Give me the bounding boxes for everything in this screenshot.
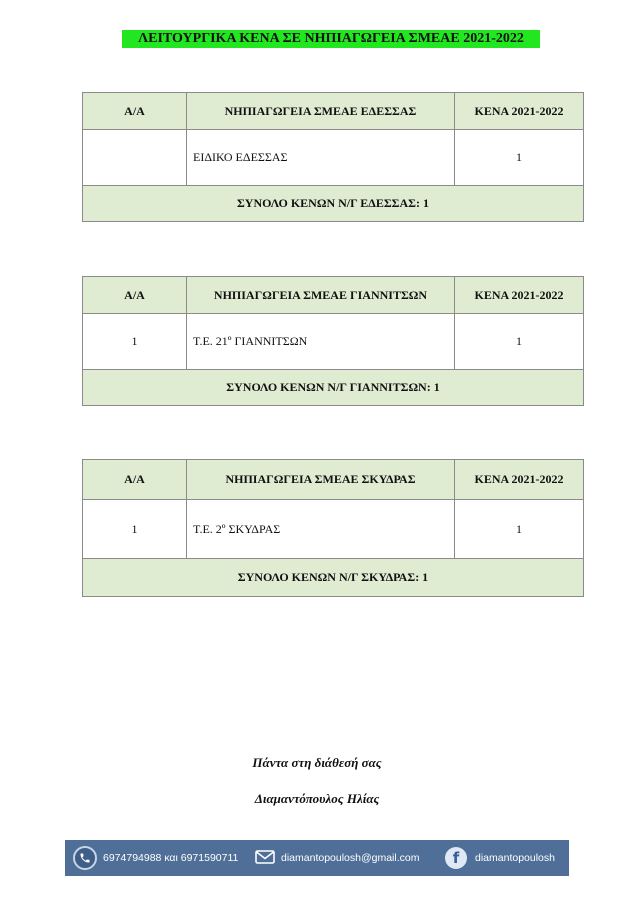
header-aa: Α/Α <box>83 93 187 130</box>
phone-contact[interactable] <box>73 840 238 876</box>
vacancies-table-skydra <box>82 459 584 597</box>
facebook-contact[interactable] <box>445 840 555 876</box>
total-row: ΣΥΝΟΛΟ ΚΕΝΩΝ Ν/Γ ΕΔΕΣΣΑΣ: 1 <box>83 186 584 222</box>
row-aa: 1 <box>83 314 187 370</box>
signature-greeting: Πάντα στη διάθεσή σας <box>252 755 382 770</box>
header-school: ΝΗΠΙΑΓΩΓΕΙΑ ΣΜΕΑΕ ΣΚΥΔΡΑΣ <box>187 460 455 500</box>
header-aa: Α/Α <box>83 460 187 500</box>
vacancies-table-giannitsa <box>82 276 584 406</box>
header-school: ΝΗΠΙΑΓΩΓΕΙΑ ΣΜΕΑΕ ΕΔΕΣΣΑΣ <box>187 93 455 130</box>
row-vacancy-count: 1 <box>455 314 584 370</box>
row-school-name: Τ.Ε. 21º ΓΙΑΝΝΙΤΣΩΝ <box>187 314 455 370</box>
row-aa: 1 <box>83 500 187 559</box>
header-aa: Α/Α <box>83 277 187 314</box>
header-vacancies: ΚΕΝΑ 2021-2022 <box>455 277 584 314</box>
contact-footer <box>65 840 569 876</box>
header-vacancies: ΚΕΝΑ 2021-2022 <box>455 93 584 130</box>
facebook-handle: diamantopoulosh <box>475 852 555 864</box>
table-row <box>83 314 584 370</box>
header-vacancies: ΚΕΝΑ 2021-2022 <box>455 460 584 500</box>
phone-numbers: 6974794988 και 6971590711 <box>103 852 239 864</box>
header-school: ΝΗΠΙΑΓΩΓΕΙΑ ΣΜΕΑΕ ΓΙΑΝΝΙΤΣΩΝ <box>187 277 455 314</box>
vacancies-table-edessa <box>82 92 584 222</box>
row-vacancy-count: 1 <box>455 130 584 186</box>
total-row: ΣΥΝΟΛΟ ΚΕΝΩΝ Ν/Γ ΣΚΥΔΡΑΣ: 1 <box>83 559 584 597</box>
signature-name: Διαμαντόπουλος Ηλίας <box>254 791 380 806</box>
table-row <box>83 130 584 186</box>
envelope-icon <box>255 849 275 868</box>
facebook-icon: f <box>445 847 467 869</box>
page-title: ΛΕΙΤΟΥΡΓΙΚΑ ΚΕΝΑ ΣΕ ΝΗΠΙΑΓΩΓΕΙΑ ΣΜΕΑΕ 2021-2022 <box>122 30 540 48</box>
row-school-name: Τ.Ε. 2º ΣΚΥΔΡΑΣ <box>187 500 455 559</box>
email-contact[interactable] <box>255 840 419 876</box>
row-school-name: ΕΙΔΙΚΟ ΕΔΕΣΣΑΣ <box>187 130 455 186</box>
email-address: diamantopoulosh@gmail.com <box>281 852 420 864</box>
phone-icon <box>73 846 97 870</box>
total-row: ΣΥΝΟΛΟ ΚΕΝΩΝ Ν/Γ ΓΙΑΝΝΙΤΣΩΝ: 1 <box>83 370 584 406</box>
row-aa <box>83 130 187 186</box>
table-row <box>83 500 584 559</box>
row-vacancy-count: 1 <box>455 500 584 559</box>
